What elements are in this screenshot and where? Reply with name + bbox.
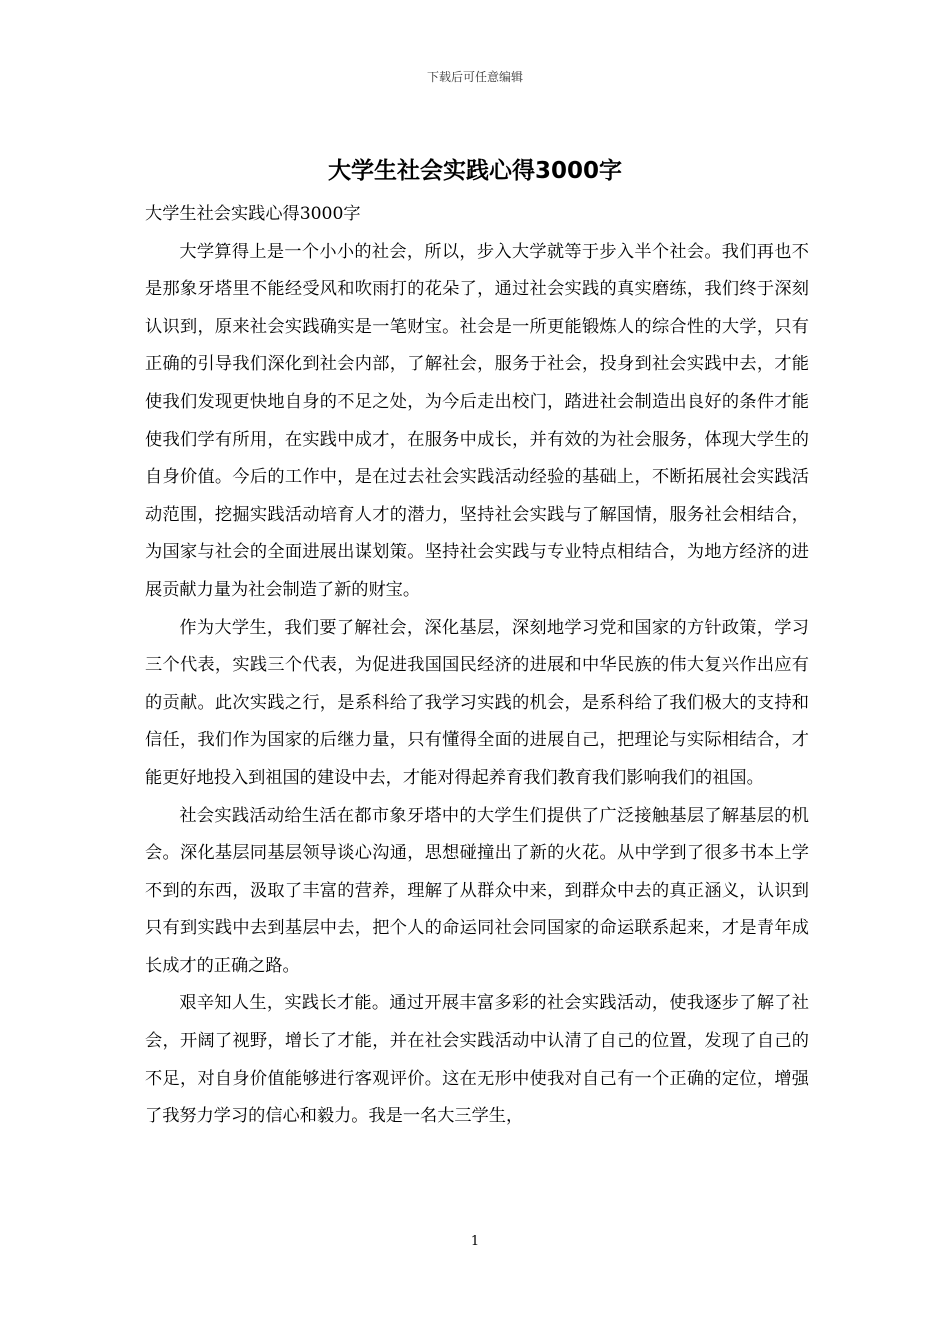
body-paragraph: 艰辛知人生，实践长才能。通过开展丰富多彩的社会实践活动，使我逐步了解了社会，开阔了视野，增长了才能，并在社会实践活动中认清了自己的位置，发现了自己的不足，对自身价值能够进行客观评价。这在无形中使我对自己有一个正确的定位，增强了我努力学习的信心和毅力。我是一名大三学生，	[145, 993, 809, 1127]
page-number: 1	[470, 1234, 480, 1249]
document-body	[145, 196, 809, 1136]
body-paragraph: 社会实践活动给生活在都市象牙塔中的大学生们提供了广泛接触基层了解基层的机会。深化基层同基层领导谈心沟通，思想碰撞出了新的火花。从中学到了很多书本上学不到的东西，汲取了丰富的营养，理解了从群众中来，到群众中去的真正涵义，认识到只有到实践中去到基层中去，把个人的命运同社会同国家的命运联系起来，才是青年成长成才的正确之路。	[145, 805, 809, 976]
document-title: 大学生社会实践心得3000字	[327, 158, 622, 184]
header-note: 下载后可任意编辑	[426, 70, 523, 84]
body-paragraph: 作为大学生，我们要了解社会，深化基层，深刻地学习党和国家的方针政策，学习三个代表，实践三个代表，为促进我国国民经济的进展和中华民族的伟大复兴作出应有的贡献。此次实践之行，是系科给了我学习实践的机会，是系科给了我们极大的支持和信任，我们作为国家的后继力量，只有懂得全面的进展自己，把理论与实际相结合，才能更好地投入到祖国的建设中去，才能对得起养育我们教育我们影响我们的祖国。	[145, 617, 809, 788]
subtitle-paragraph: 大学生社会实践心得3000字	[145, 204, 361, 224]
body-paragraph: 大学算得上是一个小小的社会，所以，步入大学就等于步入半个社会。我们再也不是那象牙塔里不能经受风和吹雨打的花朵了，通过社会实践的真实磨练，我们终于深刻认识到，原来社会实践确实是一笔财宝。社会是一所更能锻炼人的综合性的大学，只有正确的引导我们深化到社会内部，了解社会，服务于社会，投身到社会实践中去，才能使我们发现更快地自身的不足之处，为今后走出校门，踏进社会制造出良好的条件才能使我们学有所用，在实践中成才，在服务中成长，并有效的为社会服务，体现大学生的自身价值。今后的工作中，是在过去社会实践活动经验的基础上，不断拓展社会实践活动范围，挖掘实践活动培育人才的潜力，坚持社会实践与了解国情，服务社会相结合，为国家与社会的全面进展出谋划策。坚持社会实践与专业特点相结合，为地方经济的进展贡献力量为社会制造了新的财宝。	[145, 241, 809, 600]
